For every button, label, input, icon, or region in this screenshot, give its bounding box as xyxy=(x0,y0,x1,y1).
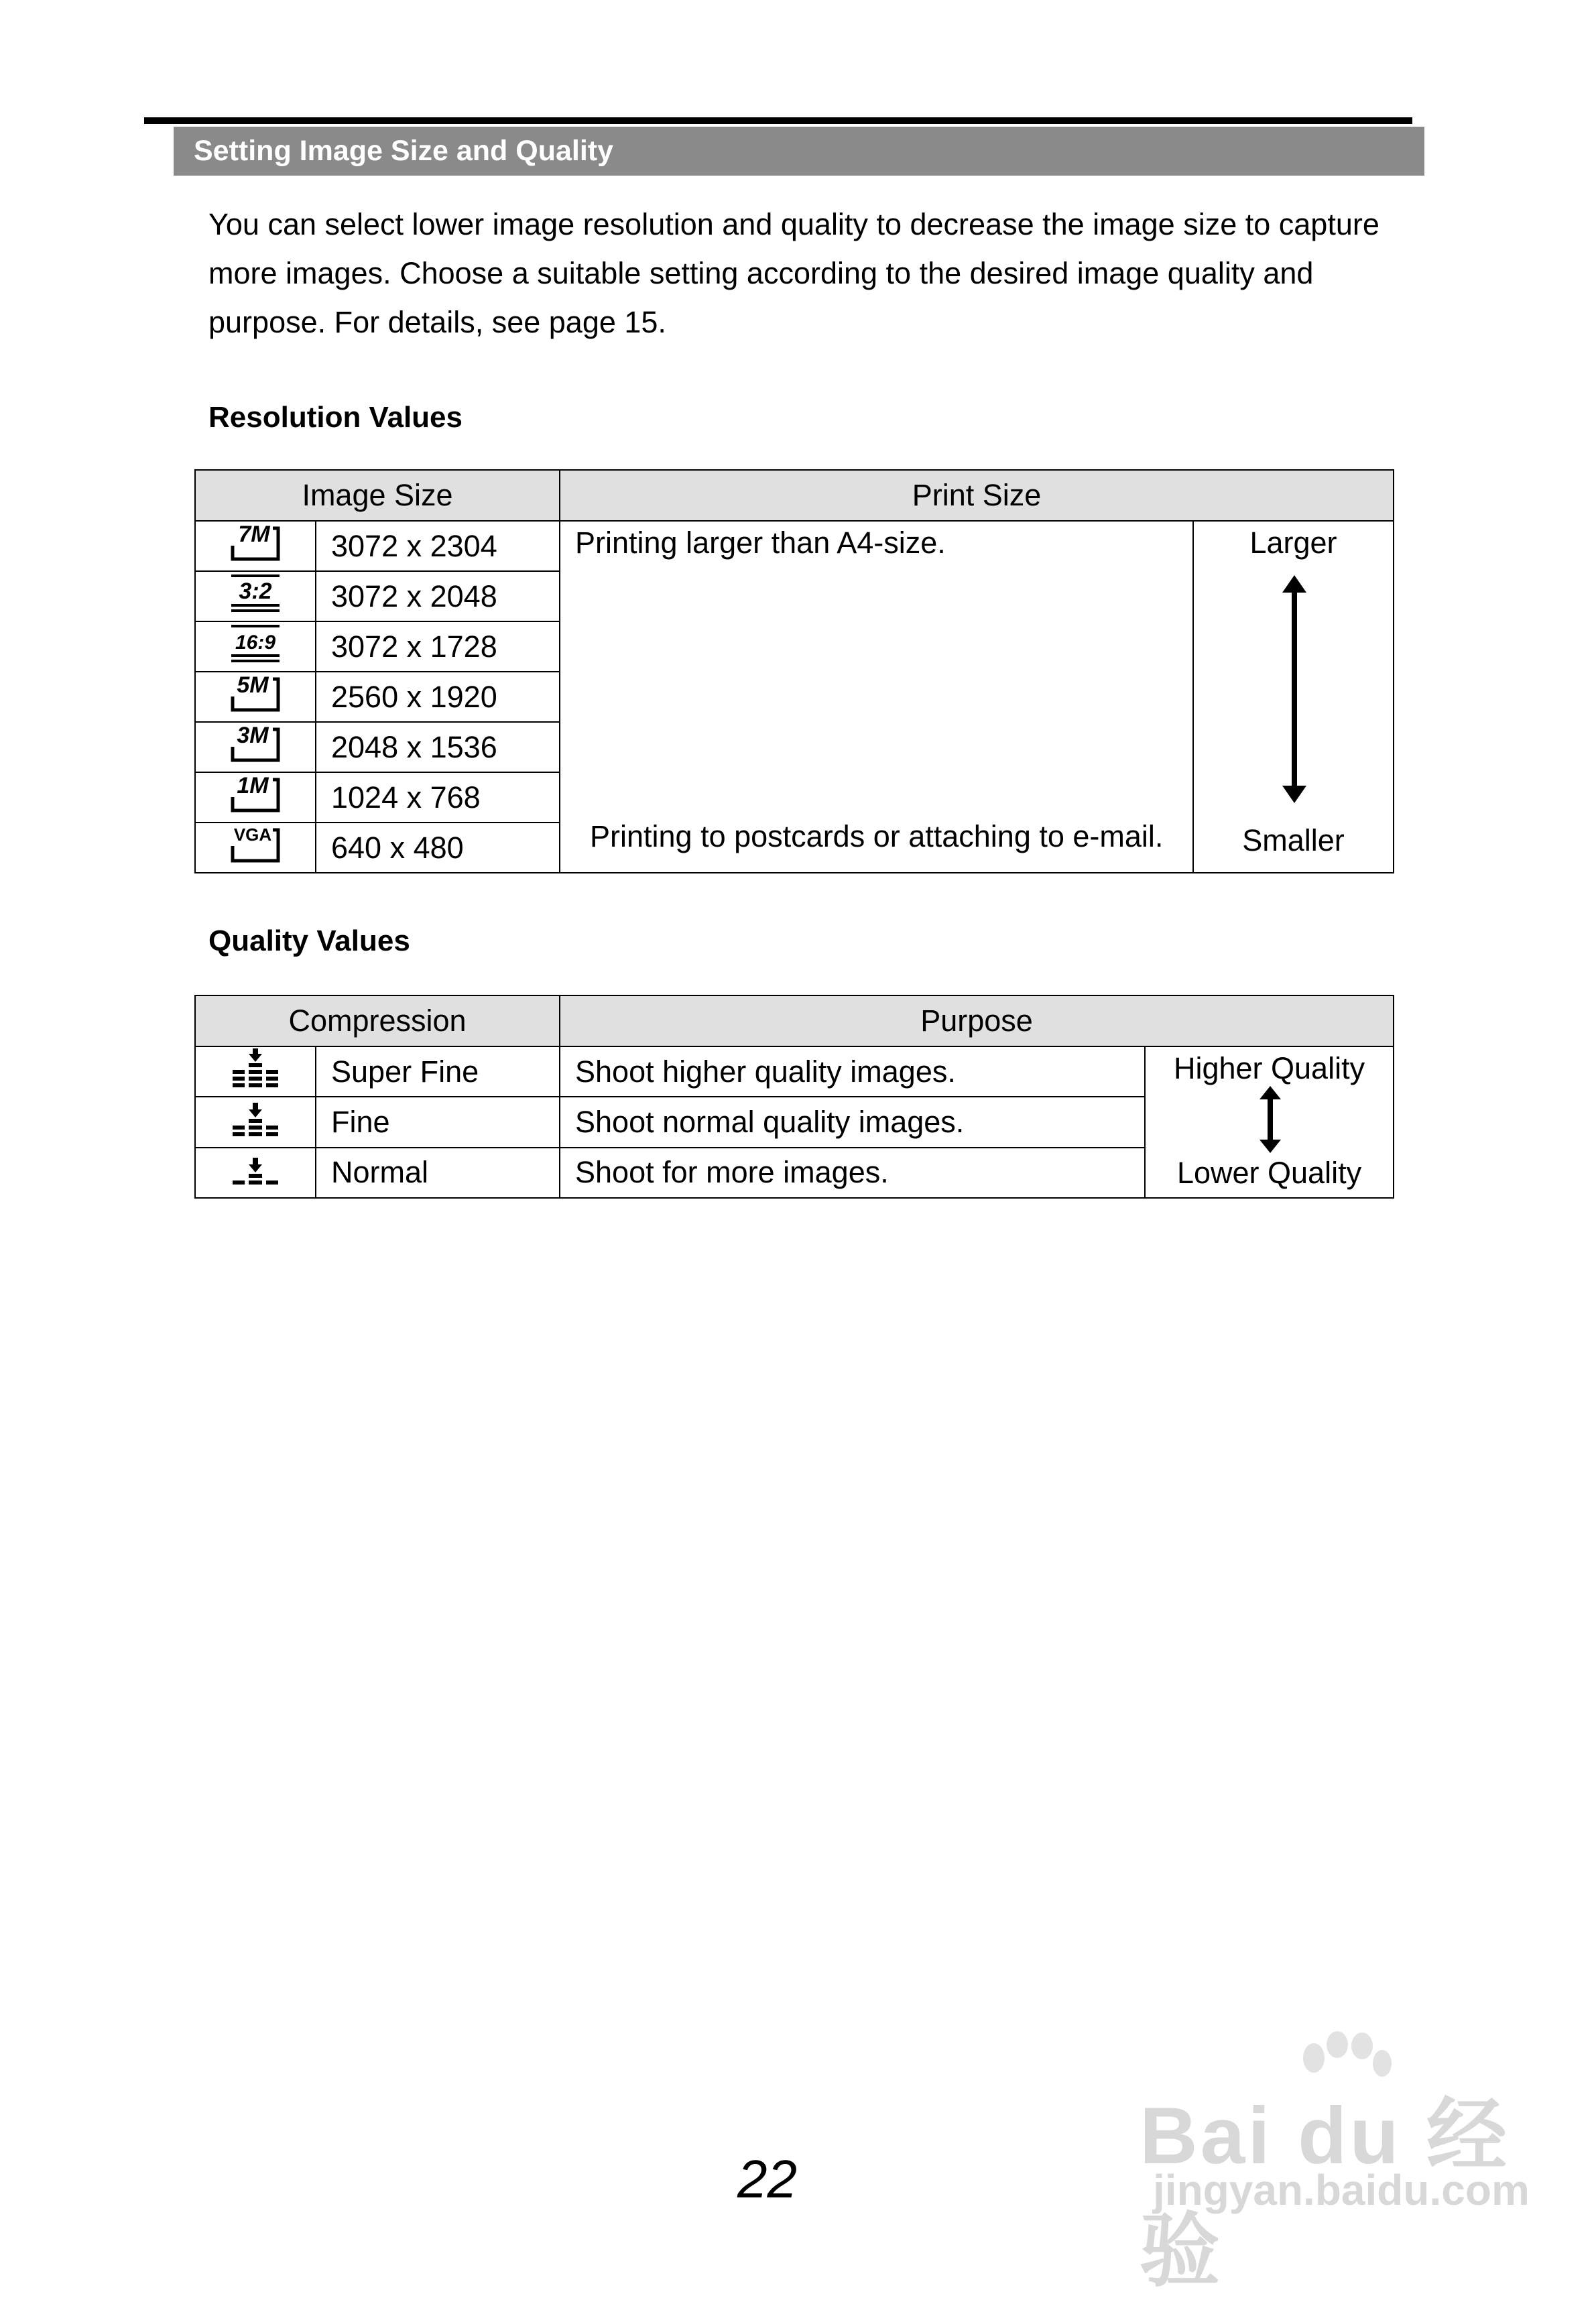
quality-table xyxy=(194,995,1394,1199)
print-size-large: Printing larger than A4-size. xyxy=(575,526,946,560)
purpose-header: Purpose xyxy=(560,995,1394,1046)
resolution-heading: Resolution Values xyxy=(208,401,463,434)
size-icon-text: 1M xyxy=(237,773,269,798)
size-value: 3072 x 1728 xyxy=(316,621,560,672)
quality-purpose: Shoot higher quality images. xyxy=(560,1046,1145,1097)
double-arrow-icon xyxy=(1280,575,1309,803)
size-1m-icon xyxy=(195,772,316,823)
double-arrow-icon xyxy=(1258,1086,1282,1153)
size-vga-icon xyxy=(195,823,316,873)
quality-label: Normal xyxy=(316,1148,560,1198)
normal-quality-icon xyxy=(195,1148,316,1198)
watermark-url: jingyan.baidu.com xyxy=(1153,2166,1530,2214)
size-icon-text: 3M xyxy=(237,723,269,748)
size-16-9-icon xyxy=(195,621,316,672)
quality-label: Fine xyxy=(316,1097,560,1147)
range-smaller: Smaller xyxy=(1242,823,1345,857)
size-value: 2560 x 1920 xyxy=(316,672,560,722)
size-value: 3072 x 2048 xyxy=(316,571,560,621)
range-lower-quality: Lower Quality xyxy=(1176,1156,1362,1190)
size-icon-text: VGA xyxy=(233,825,272,845)
compression-header: Compression xyxy=(195,995,560,1046)
page-number: 22 xyxy=(737,2149,797,2209)
size-value: 640 x 480 xyxy=(316,823,560,873)
size-value: 3072 x 2304 xyxy=(316,521,560,571)
range-larger: Larger xyxy=(1249,526,1337,560)
size-7m-icon xyxy=(195,521,316,571)
quality-label: Super Fine xyxy=(316,1046,560,1097)
quality-purpose: Shoot normal quality images. xyxy=(560,1097,1145,1147)
size-icon-text: 3:2 xyxy=(239,579,272,604)
size-icon-text: 16:9 xyxy=(235,631,276,654)
size-range xyxy=(1193,521,1394,873)
section-title: Setting Image Size and Quality xyxy=(174,127,1424,176)
quality-range xyxy=(1145,1046,1394,1198)
watermark-brand: Bai du 经验 xyxy=(1140,2091,1510,2296)
intro-paragraph: You can select lower image resolution and quality to decrease the image size to capture more images. Choose a suitable setting according to the desired image quality and purpose. For details, see page 15. xyxy=(208,207,1379,339)
super-fine-icon xyxy=(195,1046,316,1097)
quality-heading: Quality Values xyxy=(208,924,410,957)
top-rule xyxy=(144,117,1412,124)
size-value: 1024 x 768 xyxy=(316,772,560,823)
size-icon-text: 5M xyxy=(237,672,269,698)
resolution-table xyxy=(194,469,1394,873)
range-higher-quality: Higher Quality xyxy=(1173,1051,1365,1085)
print-size-header: Print Size xyxy=(560,470,1394,521)
fine-icon xyxy=(195,1097,316,1147)
size-5m-icon xyxy=(195,672,316,722)
print-size-description xyxy=(560,521,1193,873)
print-size-small: Printing to postcards or attaching to e-mail. xyxy=(590,819,1164,853)
size-value: 2048 x 1536 xyxy=(316,722,560,772)
size-3m-icon xyxy=(195,722,316,772)
size-3-2-icon xyxy=(195,571,316,621)
baidu-watermark xyxy=(1140,2031,1530,2296)
quality-purpose: Shoot for more images. xyxy=(560,1148,1145,1198)
image-size-header: Image Size xyxy=(195,470,560,521)
size-icon-text: 7M xyxy=(238,522,270,547)
